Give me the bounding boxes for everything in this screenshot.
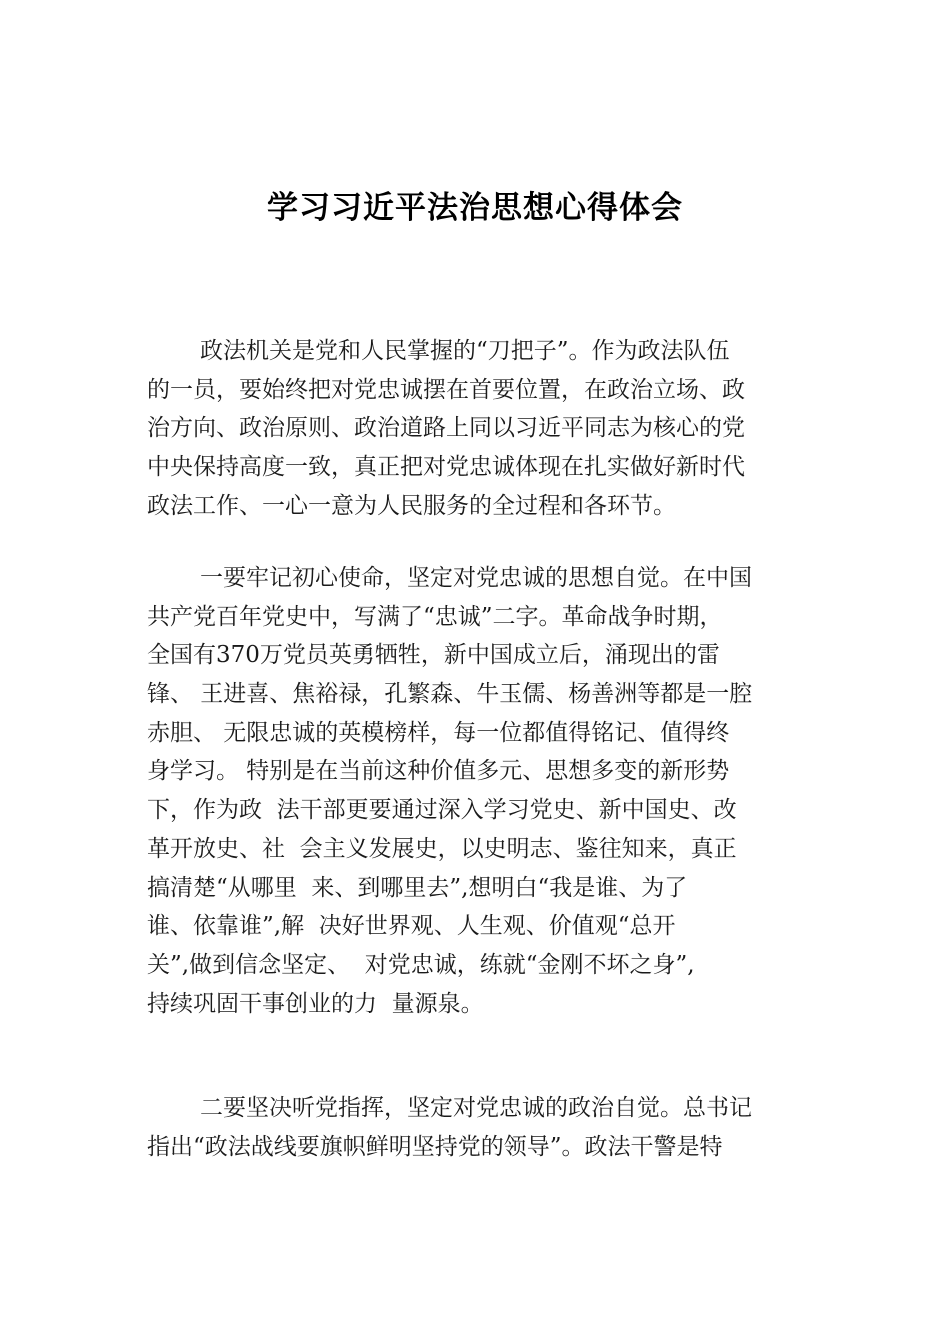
paragraph-line: 治方向、政治原则、政治道路上同以习近平同志为核心的党 <box>147 415 745 442</box>
paragraph-line: 搞清楚“从哪里 来、到哪里去”,想明白“我是谁、为了 <box>147 874 688 901</box>
paragraph-line: 身学习。 特别是在当前这种价值多元、思想多变的新形势 <box>147 758 730 785</box>
paragraph-1 <box>147 332 807 525</box>
paragraph-line: 革开放史、社 会主义发展史，以史明志、鉴往知来，真正 <box>147 835 737 862</box>
paragraph-line: 指出“政法战线要旗帜鲜明坚持党的领导”。政法干警是特 <box>147 1133 723 1160</box>
paragraph-line: 持续巩固干事创业的力 量源泉。 <box>147 990 484 1017</box>
paragraph-line: 的一员，要始终把对党忠诚摆在首要位置，在政治立场、政 <box>147 376 745 403</box>
paragraph-line: 政法工作、一心一意为人民服务的全过程和各环节。 <box>147 492 676 519</box>
paragraph-line: 中央保持高度一致，真正把对党忠诚体现在扎实做好新时代 <box>147 454 745 481</box>
paragraph-line: 下，作为政 法干部更要通过深入学习党史、新中国史、改 <box>147 797 737 824</box>
paragraph-line: 政法机关是党和人民掌握的“刀把子”。作为政法队伍 <box>200 338 730 364</box>
paragraph-2 <box>147 559 807 1023</box>
paragraph-line: 共产党百年党史中，写满了“忠诚”二字。革命战争时期， <box>147 603 723 630</box>
paragraph-3 <box>147 1089 807 1166</box>
paragraph-line: 赤胆、 无限忠诚的英模榜样，每一位都值得铭记、值得终 <box>147 719 730 746</box>
paragraph-line: 二要坚决听党指挥，坚定对党忠诚的政治自觉。总书记 <box>200 1095 752 1121</box>
paragraph-line: 关”,做到信念坚定、 对党忠诚，练就“金刚不坏之身”, <box>147 951 695 978</box>
document-title: 学习习近平法治思想心得体会 <box>267 190 683 226</box>
paragraph-line: 谁、依靠谁”,解 决好世界观、人生观、价值观“总开 <box>147 913 676 940</box>
paragraph-line: 锋、 王进喜、焦裕禄，孔繁森、牛玉儒、杨善洲等都是一腔 <box>147 681 753 708</box>
paragraph-line: 一要牢记初心使命，坚定对党忠诚的思想自觉。在中国 <box>200 565 752 591</box>
paragraph-line: 全国有370万党员英勇牺牲，新中国成立后，涌现出的雷 <box>147 642 720 669</box>
